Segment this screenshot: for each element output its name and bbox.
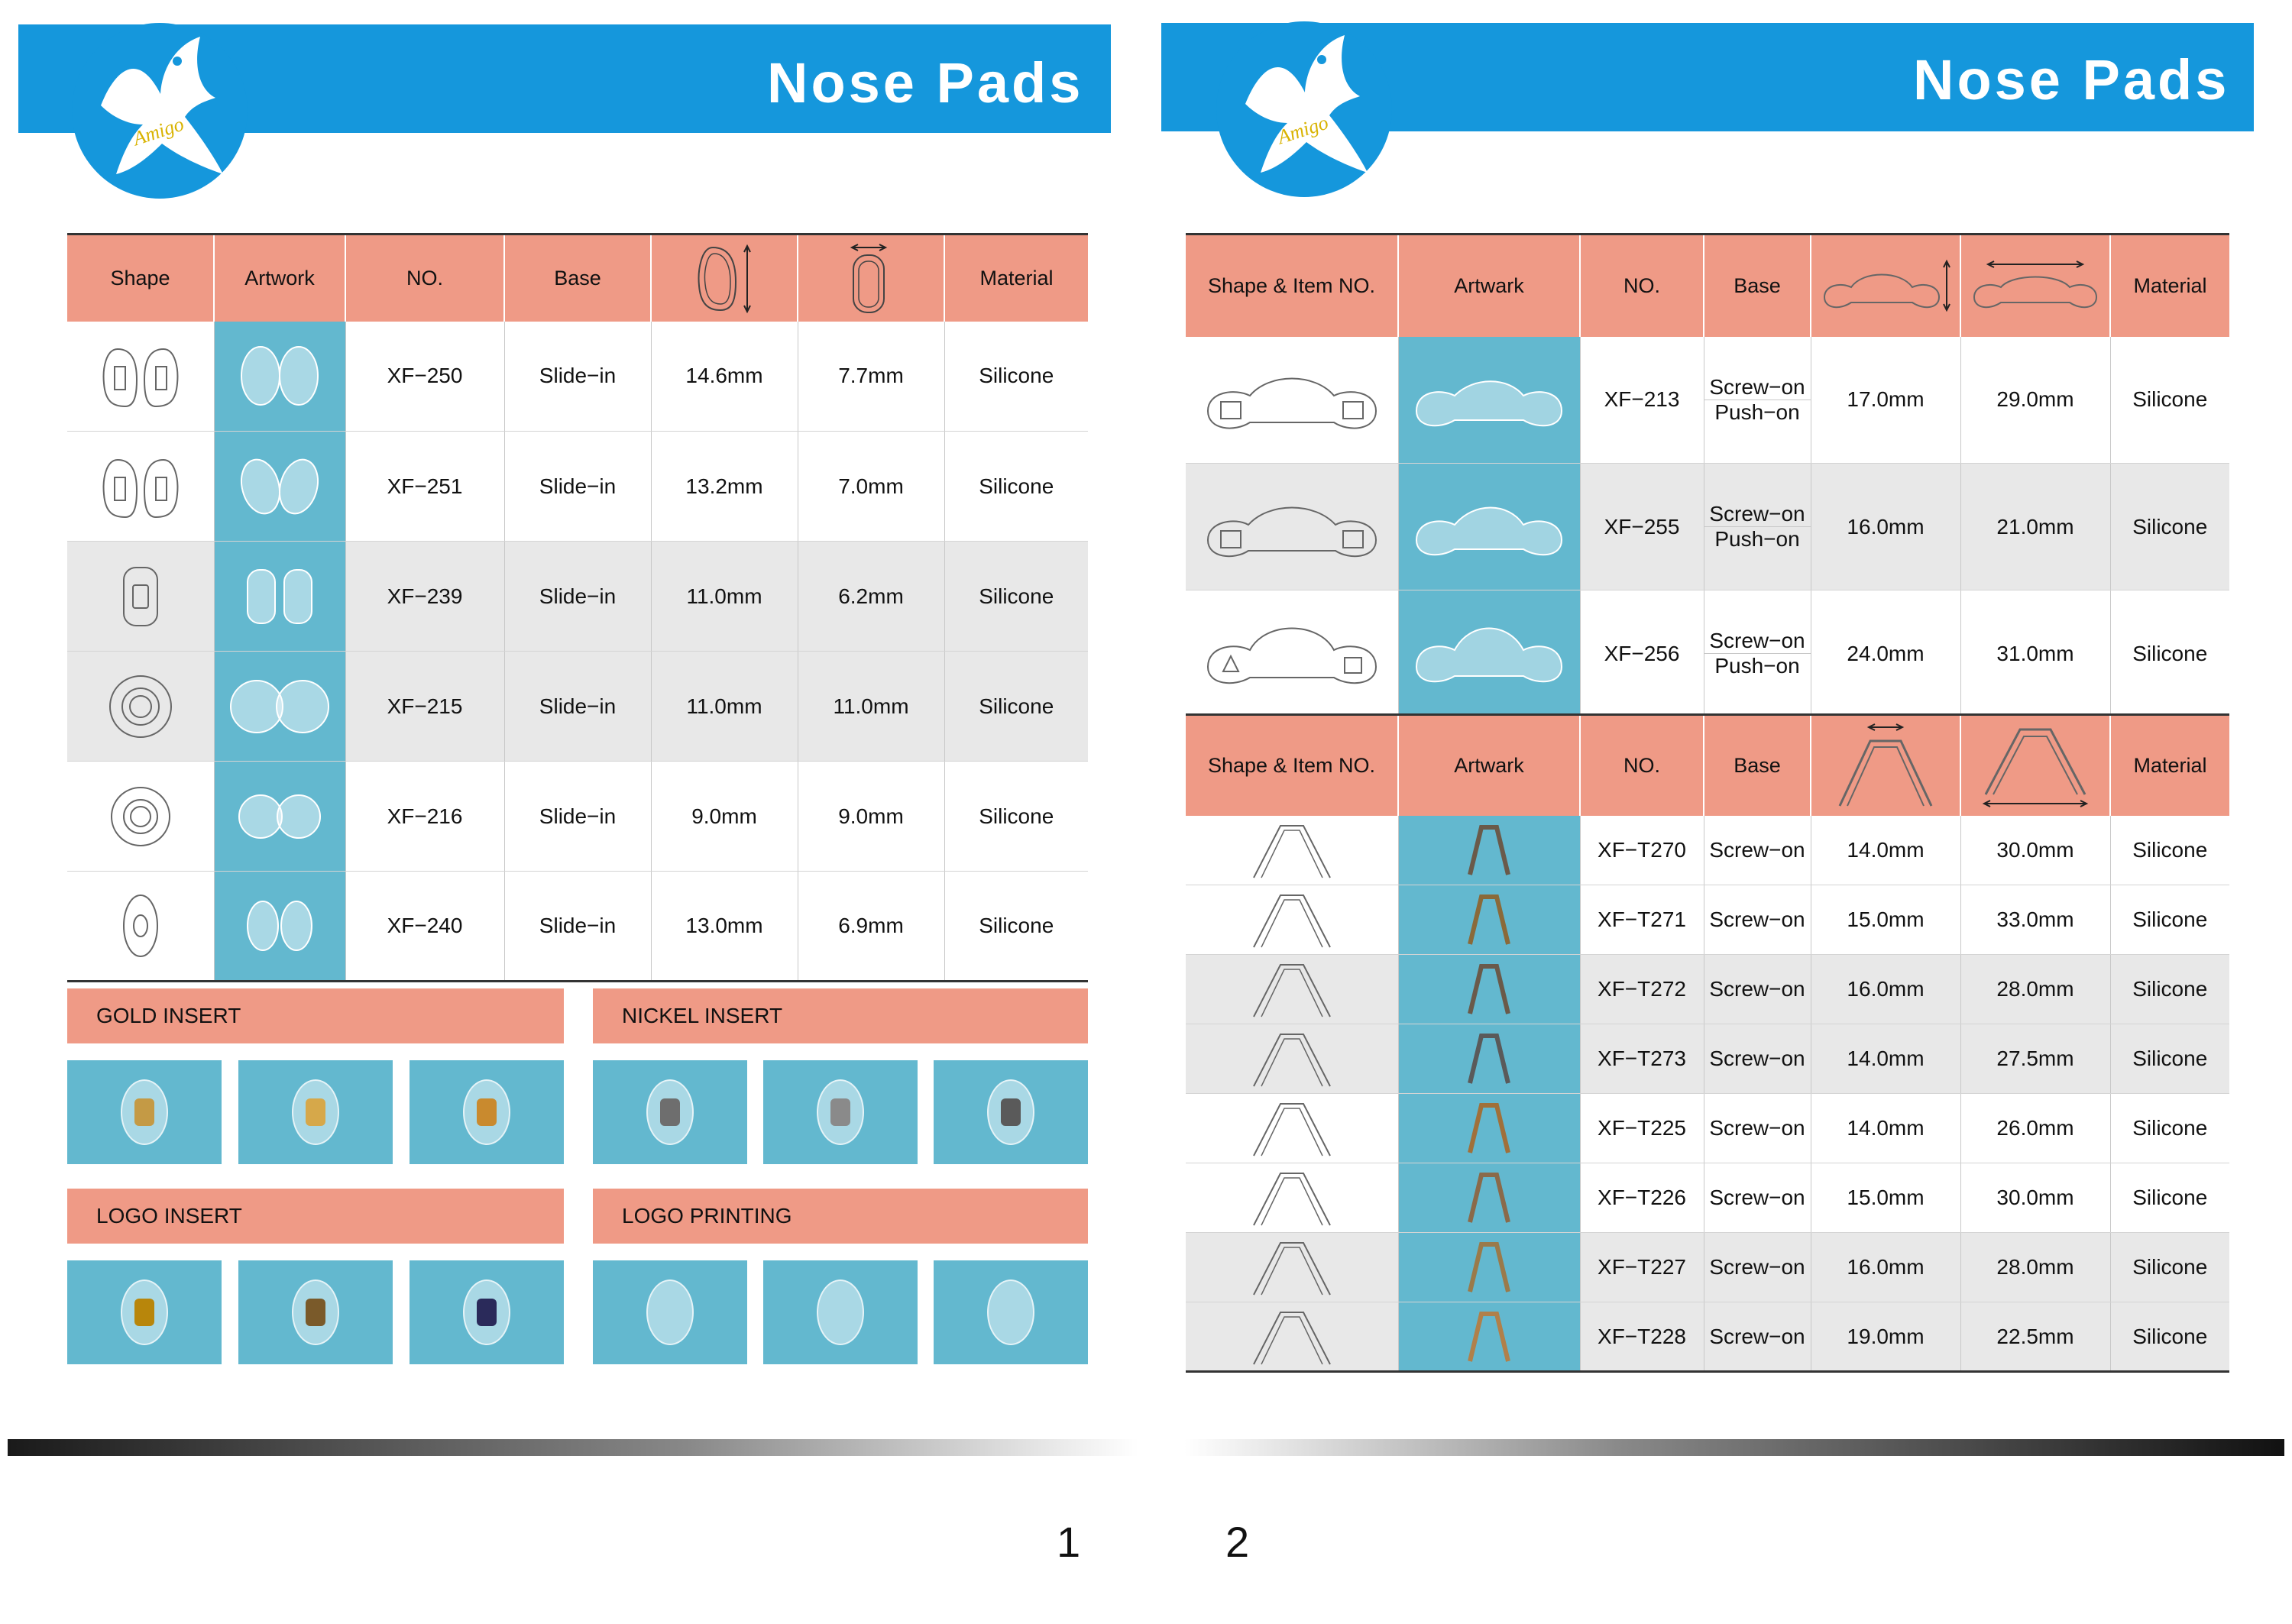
shape-cell	[67, 652, 214, 762]
material: Silicone	[944, 872, 1088, 982]
nickel-insert-header: NICKEL INSERT	[593, 988, 1088, 1043]
artwork-photo	[214, 432, 345, 542]
logo-insert-photo	[67, 1260, 222, 1364]
base: Slide−in	[504, 872, 651, 982]
col-header-base: Base	[1704, 235, 1811, 337]
base: Slide−in	[504, 762, 651, 872]
arm-photo-icon	[1458, 959, 1520, 1020]
col-header-shape: Shape	[67, 235, 214, 322]
table-row	[1186, 1302, 2229, 1372]
inner-width: 16.0mm	[1811, 1233, 1960, 1302]
page1-title: Nose Pads	[767, 51, 1084, 115]
amigo-dove-logo	[70, 21, 249, 200]
col-header-width-icon	[798, 235, 944, 322]
shape-cell	[1186, 885, 1398, 955]
shape-cell	[1186, 1163, 1398, 1233]
width: 7.7mm	[798, 322, 944, 432]
gold-insert-photo	[410, 1060, 564, 1164]
logo-insert-header: LOGO INSERT	[67, 1189, 564, 1244]
logo-printing-photo	[934, 1260, 1088, 1364]
col-header-shape-item: Shape & Item NO.	[1186, 235, 1398, 337]
nickel-insert-photo	[934, 1060, 1088, 1164]
width: 21.0mm	[1960, 464, 2110, 590]
logo-printing-photo	[593, 1260, 747, 1364]
pad-shape-drawing-icon	[95, 338, 186, 414]
col-header-inner-width-icon	[1811, 715, 1960, 816]
length: 13.2mm	[651, 432, 798, 542]
arm-shape-drawing-icon	[1238, 1028, 1345, 1089]
item-no: XF−T228	[1580, 1302, 1704, 1372]
base-push: Push−on	[1714, 400, 1800, 424]
base: Screw−on	[1704, 1163, 1811, 1233]
outer-width: 22.5mm	[1960, 1302, 2110, 1372]
arm-inner-width-diagram-icon	[1828, 718, 1943, 813]
arm-shape-drawing-icon	[1238, 1306, 1345, 1367]
logo-text: Amigo	[1274, 111, 1332, 149]
length: 11.0mm	[651, 652, 798, 762]
col-header-no: NO.	[1580, 235, 1704, 337]
base-screw: Screw−on	[1704, 502, 1811, 527]
inner-width: 15.0mm	[1811, 1163, 1960, 1233]
page2-title: Nose Pads	[1913, 48, 2230, 112]
col-header-shape-item: Shape & Item NO.	[1186, 715, 1398, 816]
item-no: XF−251	[345, 432, 504, 542]
col-header-length-icon	[651, 235, 798, 322]
item-no: XF−256	[1580, 590, 1704, 717]
width: 6.2mm	[798, 542, 944, 652]
artwork-photo	[1398, 1233, 1580, 1302]
arm-photo-icon	[1458, 1028, 1520, 1089]
item-no: XF−216	[345, 762, 504, 872]
base	[1704, 590, 1811, 717]
table-row	[1186, 1163, 2229, 1233]
arm-photo-icon	[1458, 1167, 1520, 1228]
pad-shape-drawing-icon	[95, 668, 186, 745]
material: Silicone	[2110, 464, 2229, 590]
logo-printing-header: LOGO PRINTING	[593, 1189, 1088, 1244]
col-header-no: NO.	[345, 235, 504, 322]
base-push: Push−on	[1714, 527, 1800, 551]
gold-insert-header: GOLD INSERT	[67, 988, 564, 1043]
width: 11.0mm	[798, 652, 944, 762]
table-row	[1186, 1233, 2229, 1302]
artwork-photo	[1398, 590, 1580, 717]
artwork-photo	[1398, 885, 1580, 955]
page1-spec-table	[67, 233, 1088, 982]
table-row	[1186, 337, 2229, 464]
gold-insert-photo	[238, 1060, 393, 1164]
col-header-no: NO.	[1580, 715, 1704, 816]
artwork-photo	[1398, 1163, 1580, 1233]
height: 17.0mm	[1811, 337, 1960, 464]
base: Slide−in	[504, 322, 651, 432]
item-no: XF−250	[345, 322, 504, 432]
arm-shape-drawing-icon	[1238, 820, 1345, 881]
outer-width: 28.0mm	[1960, 1233, 2110, 1302]
material: Silicone	[2110, 1024, 2229, 1094]
page-number-left: 1	[1057, 1518, 1081, 1566]
outer-width: 30.0mm	[1960, 1163, 2110, 1233]
shape-cell	[1186, 816, 1398, 885]
col-header-material: Material	[944, 235, 1088, 322]
table-row	[1186, 1024, 2229, 1094]
nickel-insert-photo	[763, 1060, 918, 1164]
col-header-width-icon	[1960, 235, 2110, 337]
artwork-photo	[214, 872, 345, 982]
material: Silicone	[944, 322, 1088, 432]
logo-text: Amigo	[130, 112, 187, 150]
material: Silicone	[944, 432, 1088, 542]
arm-outer-width-diagram-icon	[1978, 718, 2093, 813]
material: Silicone	[2110, 885, 2229, 955]
artwork-photo	[1398, 1302, 1580, 1372]
item-no: XF−T225	[1580, 1094, 1704, 1163]
table-row	[67, 652, 1088, 762]
arm-shape-drawing-icon	[1238, 1167, 1345, 1228]
shape-cell	[1186, 1024, 1398, 1094]
base: Slide−in	[504, 432, 651, 542]
base: Slide−in	[504, 542, 651, 652]
material: Silicone	[2110, 337, 2229, 464]
table-row	[1186, 816, 2229, 885]
outer-width: 30.0mm	[1960, 816, 2110, 885]
inner-width: 14.0mm	[1811, 1094, 1960, 1163]
shape-cell	[1186, 464, 1398, 590]
pad-photo-icon	[226, 334, 333, 418]
shape-cell	[1186, 337, 1398, 464]
shape-cell	[1186, 1233, 1398, 1302]
table-row	[67, 872, 1088, 982]
arm-photo-icon	[1458, 820, 1520, 881]
arm-photo-icon	[1458, 889, 1520, 950]
item-no: XF−T270	[1580, 816, 1704, 885]
shape-cell	[1186, 1302, 1398, 1372]
inner-width: 14.0mm	[1811, 816, 1960, 885]
col-header-material: Material	[2110, 235, 2229, 337]
arm-shape-drawing-icon	[1238, 1098, 1345, 1159]
material: Silicone	[2110, 590, 2229, 717]
item-no: XF−215	[345, 652, 504, 762]
shape-cell	[67, 872, 214, 982]
bridge-shape-drawing-icon	[1196, 357, 1387, 442]
base-push: Push−on	[1714, 654, 1800, 678]
bridge-width-diagram-icon	[1967, 255, 2104, 316]
item-no: XF−239	[345, 542, 504, 652]
logo-printing-photo	[763, 1260, 918, 1364]
base: Screw−on	[1704, 885, 1811, 955]
shape-cell	[67, 542, 214, 652]
footer-gradient-bar-left	[8, 1439, 1138, 1456]
material: Silicone	[2110, 1163, 2229, 1233]
base: Screw−on	[1704, 1024, 1811, 1094]
pad-photo-icon	[226, 555, 333, 639]
width: 6.9mm	[798, 872, 944, 982]
col-header-artwork: Artwark	[1398, 235, 1580, 337]
base: Screw−on	[1704, 816, 1811, 885]
pad-shape-drawing-icon	[95, 888, 186, 964]
width: 9.0mm	[798, 762, 944, 872]
bridge-height-diagram-icon	[1817, 255, 1954, 316]
col-header-material: Material	[2110, 715, 2229, 816]
table-row	[67, 322, 1088, 432]
artwork-photo	[214, 762, 345, 872]
arm-shape-drawing-icon	[1238, 889, 1345, 950]
item-no: XF−T273	[1580, 1024, 1704, 1094]
item-no: XF−T272	[1580, 955, 1704, 1024]
page-number-right: 2	[1225, 1518, 1250, 1566]
artwork-photo	[214, 542, 345, 652]
width: 29.0mm	[1960, 337, 2110, 464]
logo-insert-photo	[238, 1260, 393, 1364]
pad-photo-icon	[219, 665, 341, 749]
table-row	[1186, 1094, 2229, 1163]
arm-photo-icon	[1458, 1306, 1520, 1367]
base: Screw−on	[1704, 955, 1811, 1024]
table-row	[1186, 885, 2229, 955]
bridge-shape-drawing-icon	[1196, 612, 1387, 696]
shape-cell	[67, 432, 214, 542]
page2-screw-arm-table	[1186, 713, 2229, 1373]
bridge-photo-icon	[1405, 357, 1573, 442]
pad-photo-icon	[226, 445, 333, 529]
bridge-shape-drawing-icon	[1196, 485, 1387, 569]
pad-shape-drawing-icon	[95, 778, 186, 855]
base: Screw−on	[1704, 1094, 1811, 1163]
col-header-base: Base	[1704, 715, 1811, 816]
shape-cell	[67, 762, 214, 872]
artwork-photo	[1398, 955, 1580, 1024]
material: Silicone	[2110, 816, 2229, 885]
item-no: XF−255	[1580, 464, 1704, 590]
shape-cell	[67, 322, 214, 432]
artwork-photo	[1398, 464, 1580, 590]
table-row	[1186, 464, 2229, 590]
base: Slide−in	[504, 652, 651, 762]
material: Silicone	[2110, 955, 2229, 1024]
inner-width: 19.0mm	[1811, 1302, 1960, 1372]
pad-shape-drawing-icon	[95, 558, 186, 635]
col-header-outer-width-icon	[1960, 715, 2110, 816]
inner-width: 14.0mm	[1811, 1024, 1960, 1094]
height: 24.0mm	[1811, 590, 1960, 717]
inner-width: 15.0mm	[1811, 885, 1960, 955]
item-no: XF−T226	[1580, 1163, 1704, 1233]
col-header-base: Base	[504, 235, 651, 322]
material: Silicone	[2110, 1233, 2229, 1302]
length: 9.0mm	[651, 762, 798, 872]
amigo-dove-logo	[1215, 20, 1394, 199]
artwork-photo	[1398, 1094, 1580, 1163]
arm-photo-icon	[1458, 1098, 1520, 1159]
pad-width-diagram-icon	[837, 240, 905, 316]
bridge-photo-icon	[1405, 612, 1573, 696]
outer-width: 33.0mm	[1960, 885, 2110, 955]
length: 13.0mm	[651, 872, 798, 982]
arm-photo-icon	[1458, 1237, 1520, 1298]
width: 7.0mm	[798, 432, 944, 542]
gold-insert-photo	[67, 1060, 222, 1164]
table-row	[1186, 955, 2229, 1024]
pad-shape-drawing-icon	[95, 448, 186, 525]
base: Screw−on	[1704, 1302, 1811, 1372]
length: 14.6mm	[651, 322, 798, 432]
artwork-photo	[214, 322, 345, 432]
outer-width: 27.5mm	[1960, 1024, 2110, 1094]
width: 31.0mm	[1960, 590, 2110, 717]
outer-width: 28.0mm	[1960, 955, 2110, 1024]
page2-screw-push-table	[1186, 233, 2229, 717]
shape-cell	[1186, 955, 1398, 1024]
item-no: XF−213	[1580, 337, 1704, 464]
base-screw: Screw−on	[1704, 375, 1811, 400]
artwork-photo	[1398, 816, 1580, 885]
material: Silicone	[944, 762, 1088, 872]
height: 16.0mm	[1811, 464, 1960, 590]
inner-width: 16.0mm	[1811, 955, 1960, 1024]
length: 11.0mm	[651, 542, 798, 652]
logo-insert-photo	[410, 1260, 564, 1364]
arm-shape-drawing-icon	[1238, 959, 1345, 1020]
material: Silicone	[2110, 1094, 2229, 1163]
arm-shape-drawing-icon	[1238, 1237, 1345, 1298]
outer-width: 26.0mm	[1960, 1094, 2110, 1163]
table-row	[67, 542, 1088, 652]
artwork-photo	[214, 652, 345, 762]
nickel-insert-photo	[593, 1060, 747, 1164]
shape-cell	[1186, 590, 1398, 717]
material: Silicone	[2110, 1302, 2229, 1372]
shape-cell	[1186, 1094, 1398, 1163]
material: Silicone	[944, 542, 1088, 652]
artwork-photo	[1398, 1024, 1580, 1094]
pad-length-diagram-icon	[690, 240, 759, 316]
footer-gradient-bar-right	[1184, 1439, 2284, 1456]
base: Screw−on	[1704, 1233, 1811, 1302]
base	[1704, 464, 1811, 590]
item-no: XF−240	[345, 872, 504, 982]
artwork-photo	[1398, 337, 1580, 464]
col-header-artwork: Artwork	[214, 235, 345, 322]
item-no: XF−T227	[1580, 1233, 1704, 1302]
material: Silicone	[944, 652, 1088, 762]
table-row	[67, 762, 1088, 872]
pad-photo-icon	[219, 775, 341, 859]
pad-photo-icon	[226, 884, 333, 968]
item-no: XF−T271	[1580, 885, 1704, 955]
table-row	[67, 432, 1088, 542]
col-header-height-icon	[1811, 235, 1960, 337]
bridge-photo-icon	[1405, 485, 1573, 569]
table-row	[1186, 590, 2229, 717]
col-header-artwork: Artwark	[1398, 715, 1580, 816]
base	[1704, 337, 1811, 464]
base-screw: Screw−on	[1704, 629, 1811, 654]
